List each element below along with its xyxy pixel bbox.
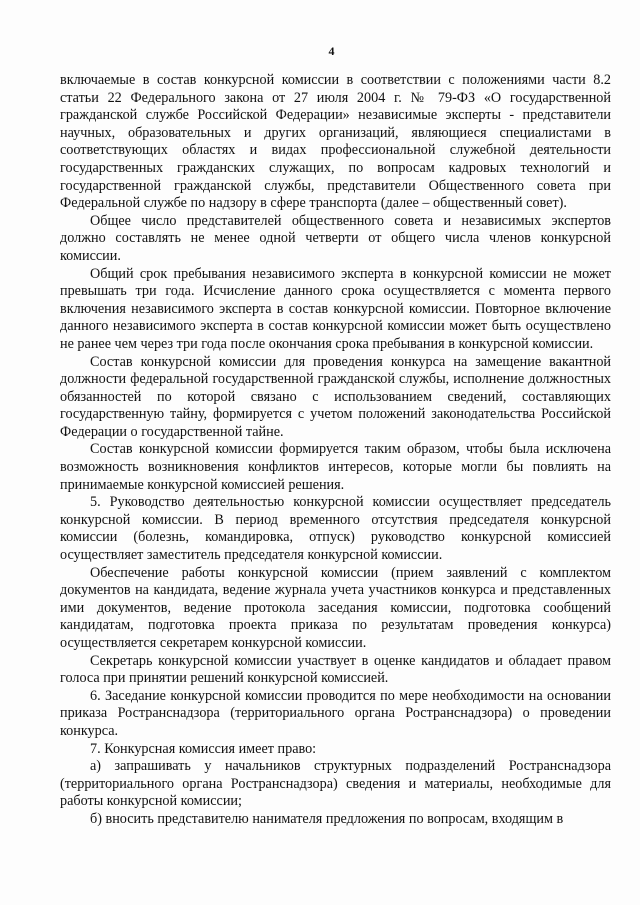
- paragraph-share-of-experts: Общее число представителей общественного совета и независимых экспертов должно составлять не менее одной четверти от общего числа членов конкурсной комиссии.: [60, 212, 611, 264]
- paragraph-clause-5: 5. Руководство деятельностью конкурсной комиссии осуществляет председатель конкурсной комиссии. В период временного отсутствия председателя конкурсной комиссии (болезнь, командировка, отпуск) руководство конкурсной комиссией осуществляет заместитель председателя конкурсной комиссии.: [60, 494, 611, 564]
- paragraph-continuation: включаемые в состав конкурсной комиссии в соответствии с положениями части 8.2 статьи 22 Федерального закона от 27 июля 2004 г. № 79-ФЗ «О государственной гражданской службе Российской Федерации» независимые эксперты - представители научных, образовательных и других организаций, являющиеся специалистами в соответствующих областях и видах профессиональной служебной деятельности государственных гражданских служащих, по вопросам кадровых технологий и государственной гражданской службы, представители Общественного совета при Федеральной службе по надзору в сфере транспорта (далее – общественный совет).: [60, 72, 611, 212]
- paragraph-clause-7a: а) запрашивать у начальников структурных подразделений Ространснадзора (территориального органа Ространснадзора) сведения и материалы, необходимые для работы конкурсной комиссии;: [60, 758, 611, 810]
- paragraph-clause-7b: б) вносить представителю нанимателя предложения по вопросам, входящим в: [90, 810, 564, 827]
- paragraph-conflict-of-interest: Состав конкурсной комиссии формируется таким образом, чтобы была исключена возможность возникновения конфликтов интересов, которые могли бы повлиять на принимаемые конкурсной комиссией решения.: [60, 441, 611, 493]
- paragraph-secretary-vote: Секретарь конкурсной комиссии участвует в оценке кандидатов и обладает правом голоса при принятии решений конкурсной комиссией.: [60, 652, 611, 687]
- page-number: 4: [328, 44, 335, 58]
- paragraph-secretary-duties: Обеспечение работы конкурсной комиссии (прием заявлений с комплектом документов на кандидата, ведение журнала учета участников конкурса и представленных ими документов, ведение протокола заседания комиссии, подготовка сообщений кандидатам, подготовка проекта приказа по результатам проведения конкурса) осуществляется секретарем конкурсной комиссии.: [60, 564, 611, 651]
- paragraph-clause-6: 6. Заседание конкурсной комиссии проводится по мере необходимости на основании приказа Ространснадзора (территориального органа Ространснадзора) о проведении конкурса.: [60, 687, 611, 739]
- document-body: [60, 72, 611, 829]
- paragraph-state-secret: Состав конкурсной комиссии для проведения конкурса на замещение вакантной должности федеральной государственной гражданской службы, исполнение должностных обязанностей по которой связано с использованием сведений, составляющих государственную тайну, формируется с учетом положений законодательства Российской Федерации о государственной тайне.: [60, 353, 611, 440]
- paragraph-clause-7: 7. Конкурсная комиссия имеет право:: [90, 740, 317, 757]
- paragraph-expert-term: Общий срок пребывания независимого эксперта в конкурсной комиссии не может превышать три года. Исчисление данного срока осуществляется с момента первого включения независимого эксперта в состав конкурсной комиссии. Повторное включение данного независимого эксперта в состав конкурсной комиссии может быть осуществлено не ранее чем через три года после окончания срока пребывания в конкурсной комиссии.: [60, 265, 611, 352]
